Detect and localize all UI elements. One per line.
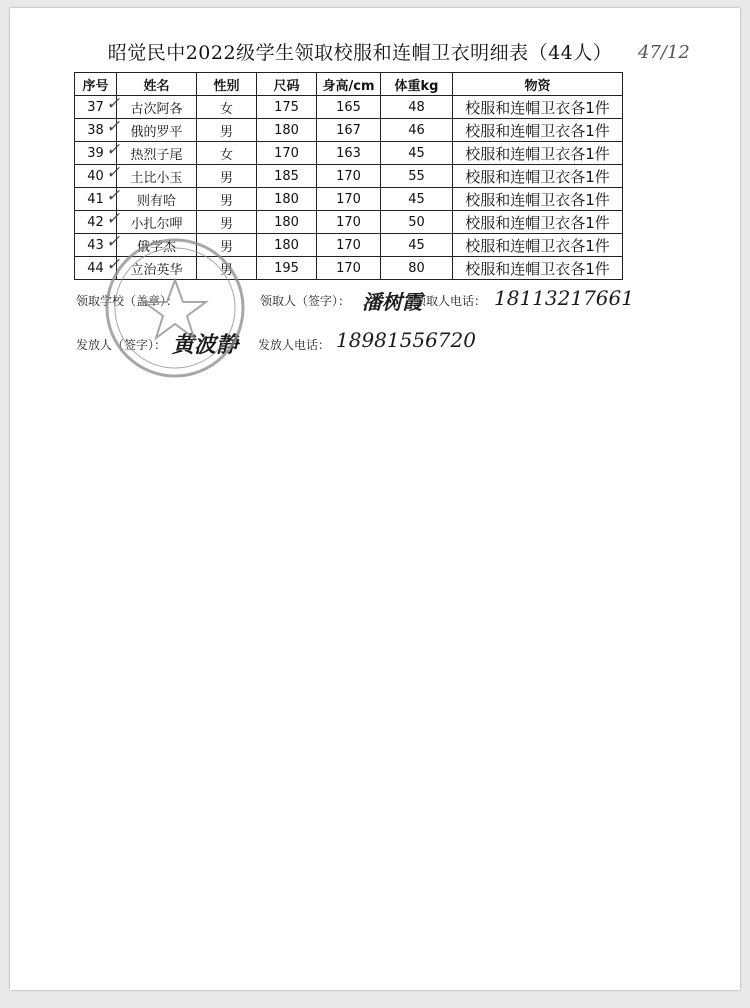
cell-height: 170 bbox=[317, 165, 381, 188]
cell-weight: 80 bbox=[381, 257, 453, 280]
issuer-signature-label: 发放人（签字）： bbox=[76, 338, 167, 352]
table-header-row bbox=[75, 73, 623, 96]
cell-seq: 37 bbox=[75, 96, 117, 119]
table-row bbox=[75, 188, 623, 211]
check-mark-icon: ✓ bbox=[106, 117, 121, 137]
cell-name: 古次阿各 bbox=[117, 96, 197, 119]
cell-height: 163 bbox=[317, 142, 381, 165]
cell-items: 校服和连帽卫衣各1件 bbox=[453, 188, 623, 211]
cell-height: 170 bbox=[317, 188, 381, 211]
cell-weight: 55 bbox=[381, 165, 453, 188]
document-page bbox=[10, 8, 740, 990]
receiver-signature-label: 领取人（签字）： bbox=[260, 294, 351, 308]
handwritten-page-note: 47/12 bbox=[638, 42, 690, 63]
cell-weight: 45 bbox=[381, 234, 453, 257]
cell-seq: 42 bbox=[75, 211, 117, 234]
cell-seq: 43 bbox=[75, 234, 117, 257]
cell-size: 180 bbox=[257, 234, 317, 257]
receiver-signature: 潘树霞 bbox=[362, 290, 422, 314]
cell-size: 175 bbox=[257, 96, 317, 119]
cell-name: 立治英华 bbox=[117, 257, 197, 280]
header-items: 物资 bbox=[453, 73, 623, 96]
header-size: 尺码 bbox=[257, 73, 317, 96]
cell-weight: 48 bbox=[381, 96, 453, 119]
cell-seq: 41 bbox=[75, 188, 117, 211]
header-gender: 性别 bbox=[197, 73, 257, 96]
cell-weight: 46 bbox=[381, 119, 453, 142]
cell-gender: 女 bbox=[197, 142, 257, 165]
table-row bbox=[75, 142, 623, 165]
cell-gender: 男 bbox=[197, 234, 257, 257]
cell-gender: 男 bbox=[197, 257, 257, 280]
check-mark-icon: ✓ bbox=[106, 255, 121, 275]
cell-items: 校服和连帽卫衣各1件 bbox=[453, 119, 623, 142]
header-seq: 序号 bbox=[75, 73, 117, 96]
cell-items: 校服和连帽卫衣各1件 bbox=[453, 257, 623, 280]
cell-size: 180 bbox=[257, 188, 317, 211]
cell-height: 170 bbox=[317, 234, 381, 257]
table-row bbox=[75, 165, 623, 188]
cell-seq: 40 bbox=[75, 165, 117, 188]
school-stamp-label: 领取学校（盖章）： bbox=[76, 294, 179, 308]
cell-gender: 男 bbox=[197, 119, 257, 142]
table-row bbox=[75, 119, 623, 142]
cell-seq: 38 bbox=[75, 119, 117, 142]
header-weight: 体重kg bbox=[381, 73, 453, 96]
check-mark-icon: ✓ bbox=[106, 232, 121, 252]
cell-name: 则有哈 bbox=[117, 188, 197, 211]
cell-name: 俄学杰 bbox=[117, 234, 197, 257]
check-mark-icon: ✓ bbox=[106, 140, 121, 160]
document-title: 昭觉民中2022级学生领取校服和连帽卫衣明细表（44人） bbox=[107, 42, 613, 64]
issuer-phone: 18981556720 bbox=[336, 328, 476, 352]
cell-gender: 男 bbox=[197, 165, 257, 188]
cell-weight: 45 bbox=[381, 142, 453, 165]
cell-height: 170 bbox=[317, 211, 381, 234]
cell-weight: 50 bbox=[381, 211, 453, 234]
cell-name: 热烈子尾 bbox=[117, 142, 197, 165]
issuer-signature: 黄波静 bbox=[172, 332, 239, 358]
cell-seq: 39 bbox=[75, 142, 117, 165]
cell-items: 校服和连帽卫衣各1件 bbox=[453, 165, 623, 188]
cell-size: 180 bbox=[257, 119, 317, 142]
check-mark-icon: ✓ bbox=[106, 209, 121, 229]
cell-weight: 45 bbox=[381, 188, 453, 211]
cell-name: 小扎尔呷 bbox=[117, 211, 197, 234]
cell-size: 170 bbox=[257, 142, 317, 165]
check-mark-icon: ✓ bbox=[106, 186, 121, 206]
header-height: 身高/cm bbox=[317, 73, 381, 96]
receiver-phone-label: 领取人电话： bbox=[414, 294, 487, 308]
cell-gender: 女 bbox=[197, 96, 257, 119]
cell-height: 167 bbox=[317, 119, 381, 142]
cell-name: 俄的罗平 bbox=[117, 119, 197, 142]
cell-items: 校服和连帽卫衣各1件 bbox=[453, 142, 623, 165]
school-seal-stamp bbox=[90, 228, 260, 388]
cell-items: 校服和连帽卫衣各1件 bbox=[453, 234, 623, 257]
cell-name: 土比小玉 bbox=[117, 165, 197, 188]
cell-items: 校服和连帽卫衣各1件 bbox=[453, 96, 623, 119]
cell-items: 校服和连帽卫衣各1件 bbox=[453, 211, 623, 234]
issuer-phone-label: 发放人电话： bbox=[258, 338, 331, 352]
cell-size: 195 bbox=[257, 257, 317, 280]
check-mark-icon: ✓ bbox=[106, 94, 121, 114]
cell-gender: 男 bbox=[197, 211, 257, 234]
cell-height: 170 bbox=[317, 257, 381, 280]
header-name: 姓名 bbox=[117, 73, 197, 96]
check-mark-icon: ✓ bbox=[106, 163, 121, 183]
cell-size: 180 bbox=[257, 211, 317, 234]
cell-seq: 44 bbox=[75, 257, 117, 280]
cell-gender: 男 bbox=[197, 188, 257, 211]
receiver-phone: 18113217661 bbox=[494, 286, 634, 310]
cell-height: 165 bbox=[317, 96, 381, 119]
table-row bbox=[75, 96, 623, 119]
cell-size: 185 bbox=[257, 165, 317, 188]
